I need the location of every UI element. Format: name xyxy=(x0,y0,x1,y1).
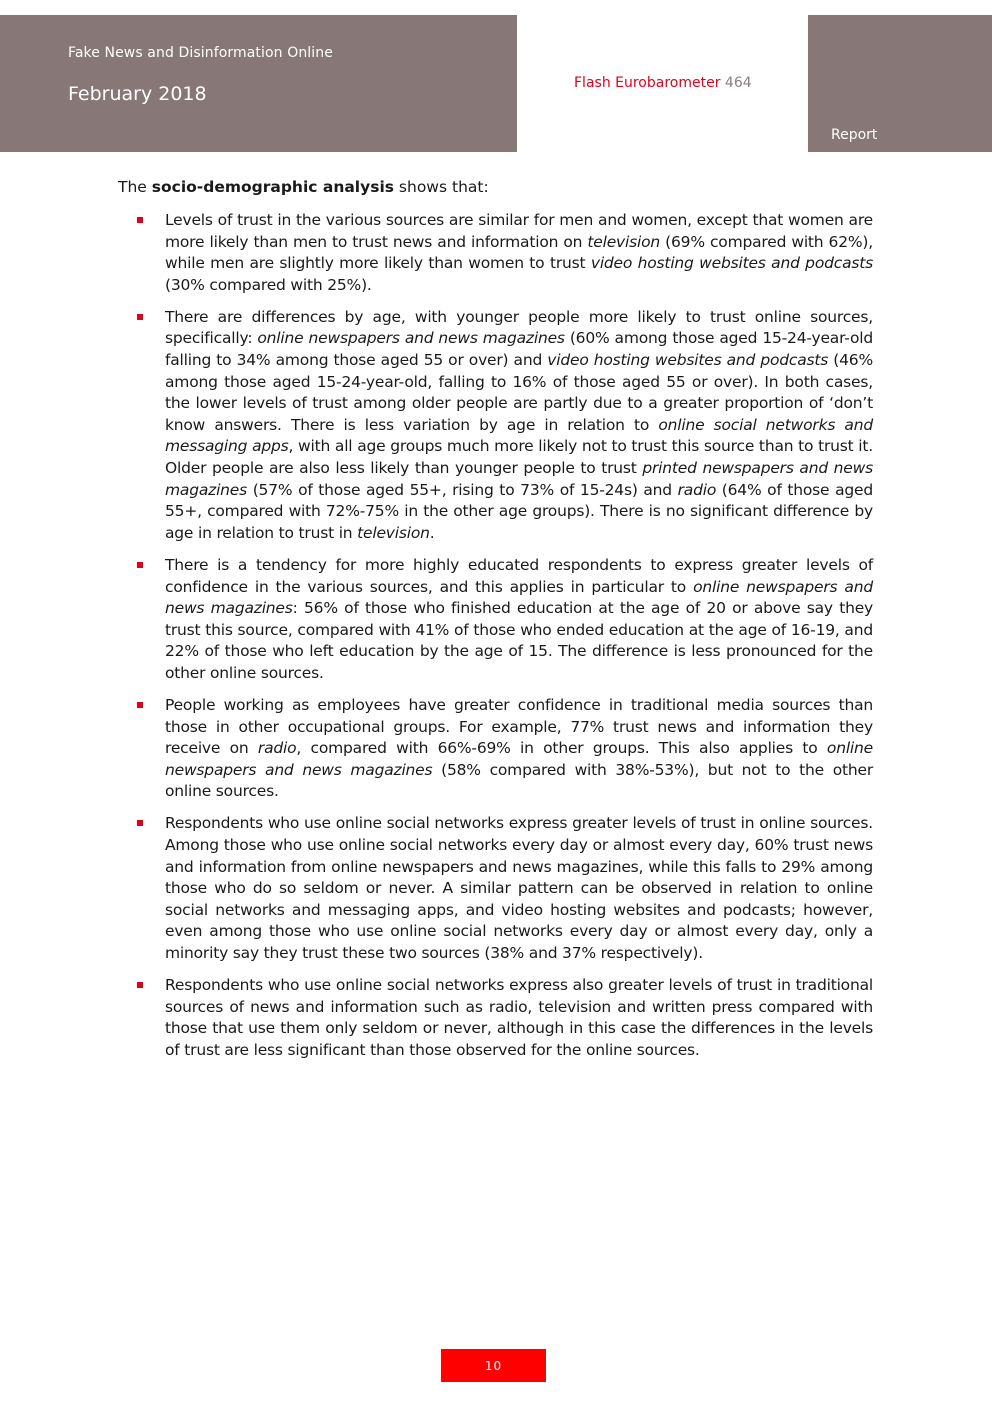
bullet-square-icon xyxy=(137,314,143,320)
bullet-square-icon xyxy=(137,562,143,568)
bullet-text: : 56% of those who finished education at the age of 20 or above say they trust this source, compared with 41% of those who ended education at the age of 16-19, and 22% of those who left education by the age of 15. The difference is less pronounced for the other online sources. xyxy=(165,599,873,682)
bullet-text: Respondents who use online social networks express also greater levels of trust in traditional sources of news and information such as radio, television and written press compared with those that use them only seldom or never, although in this case the differences in the levels of trust are less significant than those observed for the online sources. xyxy=(165,976,873,1059)
bullet-text: , compared with 66%-69% in other groups. This also applies to xyxy=(296,739,827,758)
bullet-emphasis: video hosting websites and podcasts xyxy=(590,254,873,273)
bullet-item xyxy=(165,307,873,545)
bullet-emphasis: online newspapers and news magazines xyxy=(165,739,873,779)
bullet-emphasis: online social networks and messaging apps xyxy=(165,415,873,456)
bullet-text: There is a tendency for more highly educated respondents to express greater levels of confidence in the various sources, and this applies in particular to xyxy=(165,555,873,596)
bullet-square-icon xyxy=(137,982,143,988)
header-right-band xyxy=(808,15,992,152)
bullet-text: (69% compared with 62%), while men are slightly more likely than women to trust xyxy=(165,232,873,273)
bullet-text: Levels of trust in the various sources are similar for men and women, except that women are more likely than men to trust news and information on xyxy=(165,211,873,251)
bullet-item xyxy=(165,695,873,803)
header-series: Flash Eurobarometer xyxy=(574,75,721,91)
bullet-emphasis: radio xyxy=(677,480,717,499)
bullet-list xyxy=(165,210,873,1072)
bullet-emphasis: television xyxy=(357,523,430,542)
intro-suffix: shows that: xyxy=(394,178,489,196)
bullet-item xyxy=(165,813,873,964)
bullet-item xyxy=(165,975,873,1061)
bullet-text: , with all age groups much more likely not to trust this source than to trust it. Older people are also less likely than younger people to trust xyxy=(165,437,873,478)
header-series-number: 464 xyxy=(724,75,752,91)
header-left-band xyxy=(0,15,517,152)
bullet-text: . xyxy=(429,523,435,542)
bullet-item xyxy=(165,210,873,296)
bullet-text: There are differences by age, with younger people more likely to trust online sources, specifically: xyxy=(165,307,873,348)
intro-paragraph xyxy=(118,177,878,199)
bullet-text: People working as employees have greater confidence in traditional media sources than those in other occupational groups. For example, 77% trust news and information they receive on xyxy=(165,695,873,758)
bullet-emphasis: online newspapers and news magazines xyxy=(257,329,565,348)
bullet-square-icon xyxy=(137,217,143,223)
bullet-emphasis: radio xyxy=(257,739,297,758)
header-date: February 2018 xyxy=(68,83,207,105)
bullet-emphasis: online newspapers and news magazines xyxy=(165,577,873,618)
page-number: 10 xyxy=(441,1349,546,1382)
bullet-emphasis: television xyxy=(587,232,661,251)
header-subtitle: Fake News and Disinformation Online xyxy=(68,45,333,61)
bullet-text: (58% compared with 38%-53%), but not to the other online sources. xyxy=(165,760,873,801)
bullet-square-icon xyxy=(137,702,143,708)
header-report-label: Report xyxy=(831,127,878,143)
bullet-emphasis: video hosting websites and podcasts xyxy=(547,351,829,370)
header-series-title xyxy=(574,75,752,91)
bullet-text: (57% of those aged 55+, rising to 73% of 15-24s) and xyxy=(247,480,678,499)
bullet-text: Respondents who use online social networks express greater levels of trust in online sources. Among those who use online social networks every day or almost every day, 60% trust news and information from online newspapers and news magazines, while this falls to 29% among those who do so seldom or never. A similar pattern can be observed in relation to online social networks and messaging apps, and video hosting websites and podcasts; however, even among those who use online social networks every day or almost every day, only a minority say they trust these two sources (38% and 37% respectively). xyxy=(165,814,873,962)
bullet-item xyxy=(165,555,873,685)
bullet-text: (64% of those aged 55+, compared with 72%-75% in the other age groups). There is no significant difference by age in relation to trust in xyxy=(165,480,873,542)
bullet-text: (30% compared with 25%). xyxy=(165,275,372,294)
bullet-text: (60% among those aged 15-24-year-old falling to 34% among those aged 55 or over) and xyxy=(165,329,873,370)
intro-prefix: The xyxy=(118,178,152,196)
intro-bold: socio-demographic analysis xyxy=(151,178,394,196)
bullet-emphasis: printed newspapers and news magazines xyxy=(165,459,873,499)
bullet-square-icon xyxy=(137,820,143,826)
bullet-text: (46% among those aged 15-24-year-old, falling to 16% of those aged 55 or over). In both cases, the lower levels of trust among older people are partly due to a greater proportion of ‘don’t know answers. There is less variation by age in relation to xyxy=(165,351,873,434)
